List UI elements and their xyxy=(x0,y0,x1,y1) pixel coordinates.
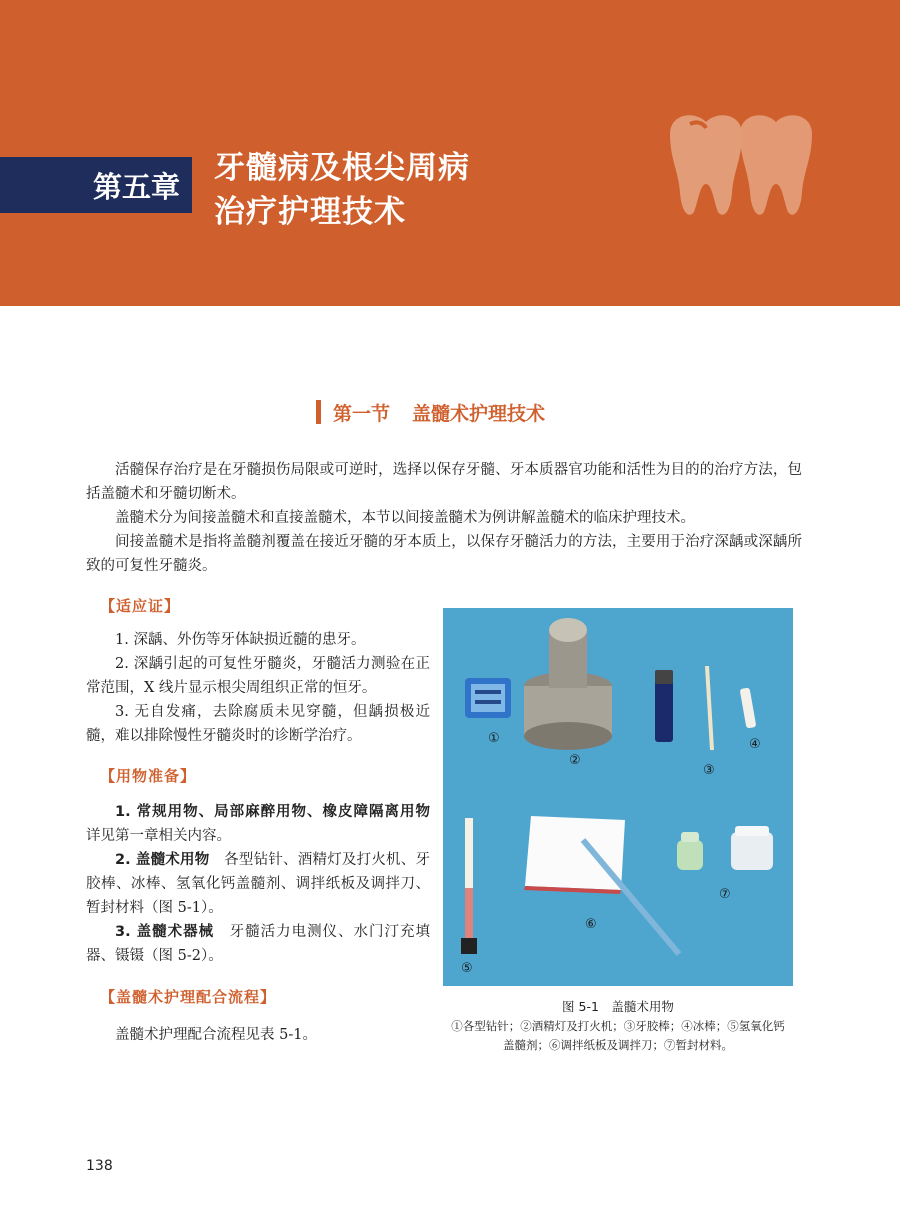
intro-paragraph: 盖髓术分为间接盖髓术和直接盖髓术，本节以间接盖髓术为例讲解盖髓术的临床护理技术。 xyxy=(115,510,695,526)
intro-paragraph: 间接盖髓术是指将盖髓剂覆盖在接近牙髓的牙本质上，以保存牙髓活力的方法，主要用于治疗深龋或深龋所致的可复性牙髓炎。 xyxy=(86,534,802,574)
indication-item: 3. 无自发痛，去除腐质未见穿髓，但龋损极近髓，难以排除慢性牙髓炎时的诊断学治疗。 xyxy=(86,704,430,744)
page-number: 138 xyxy=(86,1158,113,1174)
instruments-illustration xyxy=(443,608,793,986)
section-marker xyxy=(316,400,321,424)
ice-stick-icon xyxy=(740,687,757,728)
section-number: 第一节 xyxy=(333,402,391,425)
figure-caption xyxy=(443,1017,793,1055)
tooth-icon xyxy=(660,112,820,224)
indications-heading: 【适应证】 xyxy=(100,597,181,615)
section-heading xyxy=(316,397,545,427)
mixing-pad-icon xyxy=(524,816,679,954)
indications-block xyxy=(86,594,430,748)
figure-caption-line: ①各型钻针；②酒精灯及打火机；③牙胶棒；④冰棒；⑤氢氧化钙 xyxy=(451,1019,785,1033)
intro-paragraph: 活髓保存治疗是在牙髓损伤局限或可逆时，选择以保存牙髓、牙本质器官功能和活性为目的的治疗方法，包括盖髓术和牙髓切断术。 xyxy=(86,462,802,502)
workflow-block xyxy=(86,985,430,1047)
materials-item-text: 各型钻针、酒精灯及打火机、牙胶棒、冰棒、氢氧化钙盖髓剂、调拌纸板及调拌刀、暂封材料（图 5-1）。 xyxy=(86,852,430,916)
chapter-title-line2: 治疗护理技术 xyxy=(214,194,406,230)
materials-item-text: 详见第一章相关内容。 xyxy=(86,828,231,844)
temporary-material-icon xyxy=(677,826,773,870)
workflow-text: 盖髓术护理配合流程见表 5-1。 xyxy=(115,1027,317,1043)
materials-item xyxy=(86,920,430,968)
figure-marker: ⑤ xyxy=(461,961,473,976)
chapter-title xyxy=(214,146,470,234)
bur-block-icon xyxy=(465,678,511,718)
figure-marker: ③ xyxy=(703,763,715,778)
materials-block xyxy=(86,764,430,968)
materials-item-text: 牙髓活力电测仪、水门汀充填器、镊镊（图 5-2）。 xyxy=(86,924,431,964)
chapter-label: 第五章 xyxy=(0,157,192,213)
figure-marker: ② xyxy=(569,753,581,768)
materials-item xyxy=(86,848,430,920)
materials-item-label: 3. 盖髓术器械 xyxy=(115,924,215,940)
workflow-heading: 【盖髓术护理配合流程】 xyxy=(100,988,277,1006)
materials-heading: 【用物准备】 xyxy=(100,767,197,785)
chapter-banner xyxy=(0,0,900,306)
alcohol-lamp-icon xyxy=(524,618,612,750)
chapter-title-line1: 牙髓病及根尖周病 xyxy=(214,150,470,186)
figure-marker: ④ xyxy=(749,737,761,752)
materials-item xyxy=(86,800,430,848)
materials-item-label: 2. 盖髓术用物 xyxy=(115,852,210,868)
gutta-percha-icon xyxy=(705,666,714,750)
syringe-icon xyxy=(461,818,477,954)
indication-item: 2. 深龋引起的可复性牙髓炎，牙髓活力测验在正常范围，X 线片显示根尖周组织正常的恒牙。 xyxy=(86,656,430,696)
figure-marker: ⑥ xyxy=(585,917,597,932)
figure-marker: ① xyxy=(488,731,500,746)
figure-caption-line: 盖髓剂；⑥调拌纸板及调拌刀；⑦暂封材料。 xyxy=(503,1038,733,1052)
figure-photo xyxy=(443,608,793,986)
section-title: 盖髓术护理技术 xyxy=(412,402,546,425)
intro-text xyxy=(86,458,802,578)
figure-title: 图 5-1 盖髓术用物 xyxy=(562,999,674,1014)
figure-marker: ⑦ xyxy=(719,887,731,902)
indication-item: 1. 深龋、外伤等牙体缺损近髓的患牙。 xyxy=(115,632,366,648)
materials-item-label: 1. 常规用物、局部麻醉用物、橡皮障隔离用物 xyxy=(115,804,430,820)
